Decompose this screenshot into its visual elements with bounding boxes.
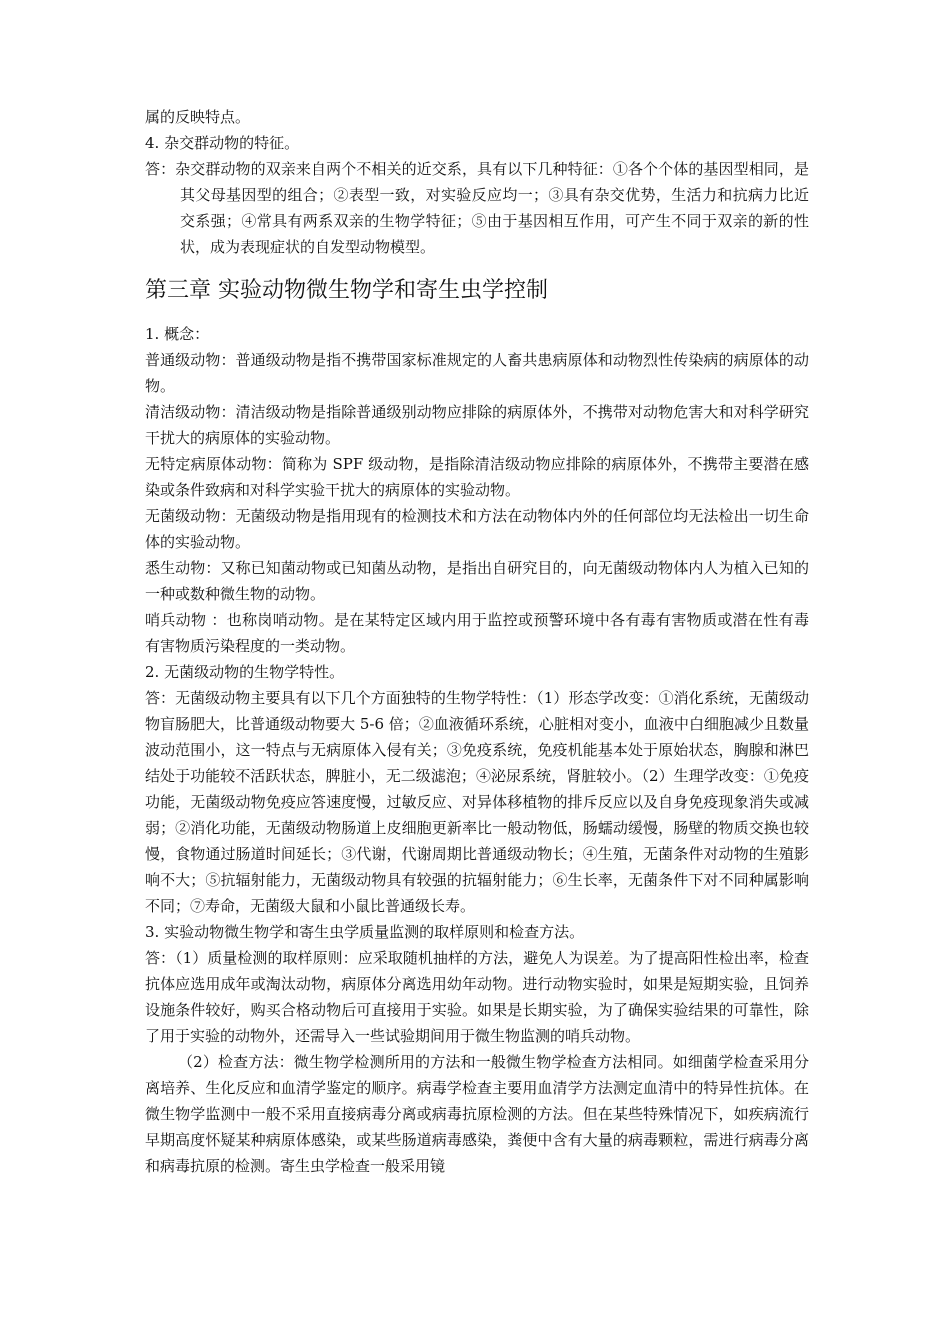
answer-4: 答：杂交群动物的双亲来自两个不相关的近交系，具有以下几种特征：①各个个体的基因型相同，是其父母基因型的组合；②表型一致，对实验反应均一；③具有杂交优势，生活力和抗病力比近交系强；④常具有两系双亲的生物学特征；⑤由于基因相互作用，可产生不同于双亲的新的性状，成为表现症状的自发型动物模型。 <box>145 160 809 256</box>
definition-conventional-animal: 普通级动物：普通级动物是指不携带国家标准规定的人畜共患病原体和动物烈性传染病的病原体的动物。 <box>145 351 809 395</box>
paragraph-continuation: 属的反映特点。 <box>145 108 251 126</box>
definition-clean-animal: 清洁级动物：清洁级动物是指除普通级别动物应排除的病原体外，不携带对动物危害大和对科学研究干扰大的病原体的实验动物。 <box>145 403 809 447</box>
answer-3-part-1: 答：（1）质量检测的取样原则：应采取随机抽样的方法，避免人为误差。为了提高阳性检出率，检查抗体应选用成年或淘汰动物，病原体分离选用幼年动物。进行动物实验时，如果是短期实验，且饲养设施条件较好，购买合格动物后可直接用于实验。如果是长期实验，为了确保实验结果的可靠性，除了用于实验的动物外，还需导入一些试验期间用于微生物监测的哨兵动物。 <box>145 949 809 1045</box>
question-1: 1. 概念： <box>145 325 210 343</box>
answer-2: 答：无菌级动物主要具有以下几个方面独特的生物学特性：（1）形态学改变：①消化系统，无菌级动物盲肠肥大，比普通级动物要大 5-6 倍；②血液循环系统，心脏相对变小，血液中白细胞减少且数量波动范围小，这一特点与无病原体入侵有关；③免疫系统，免疫机能基本处于原始状态，胸腺和淋巴结处于功能较不活跃状态，脾脏小，无二级滤泡；④泌尿系统，肾脏较小。（2）生理学改变：①免疫功能，无菌级动物免疫应答速度慢，过敏反应、对异体移植物的排斥反应以及自身免疫现象消失或减弱；②消化功能，无菌级动物肠道上皮细胞更新率比一般动物低，肠蠕动缓慢，肠壁的物质交换也较慢，食物通过肠道时间延长；③代谢，代谢周期比普通级动物长；④生殖，无菌条件对动物的生殖影响不大；⑤抗辐射能力，无菌级动物具有较强的抗辐射能力；⑥生长率，无菌条件下对不同种属影响不同；⑦寿命，无菌级大鼠和小鼠比普通级长寿。 <box>145 689 809 915</box>
definition-spf-animal: 无特定病原体动物：简称为 SPF 级动物，是指除清洁级动物应排除的病原体外，不携带主要潜在感染或条件致病和对科学实验干扰大的病原体的实验动物。 <box>145 455 809 499</box>
document-page <box>145 104 809 1179</box>
definition-germfree-animal: 无菌级动物：无菌级动物是指用现有的检测技术和方法在动物体内外的任何部位均无法检出一切生命体的实验动物。 <box>145 507 809 551</box>
chapter-heading: 第三章 实验动物微生物学和寄生虫学控制 <box>145 278 548 303</box>
answer-3-part-2: （2）检查方法：微生物学检测所用的方法和一般微生物学检查方法相同。如细菌学检查采用分离培养、生化反应和血清学鉴定的顺序。病毒学检查主要用血清学方法测定血清中的特异性抗体。在微生物学监测中一般不采用直接病毒分离或病毒抗原检测的方法。但在某些特殊情况下，如疾病流行早期高度怀疑某种病原体感染，或某些肠道病毒感染，粪便中含有大量的病毒颗粒，需进行病毒分离和病毒抗原的检测。寄生虫学检查一般采用镜 <box>145 1053 809 1175</box>
question-4: 4. 杂交群动物的特征。 <box>145 134 300 152</box>
definition-sentinel-animal: 哨兵动物 ：也称岗哨动物。是在某特定区域内用于监控或预警环境中各有毒有害物质或潜在性有毒有害物质污染程度的一类动物。 <box>145 611 809 655</box>
question-2: 2. 无菌级动物的生物学特性。 <box>145 663 345 681</box>
question-3: 3. 实验动物微生物学和寄生虫学质量监测的取样原则和检查方法。 <box>145 923 585 941</box>
definition-gnotobiotic-animal: 悉生动物：又称已知菌动物或已知菌丛动物，是指出自研究目的，向无菌级动物体内人为植入已知的一种或数种微生物的动物。 <box>145 559 809 603</box>
